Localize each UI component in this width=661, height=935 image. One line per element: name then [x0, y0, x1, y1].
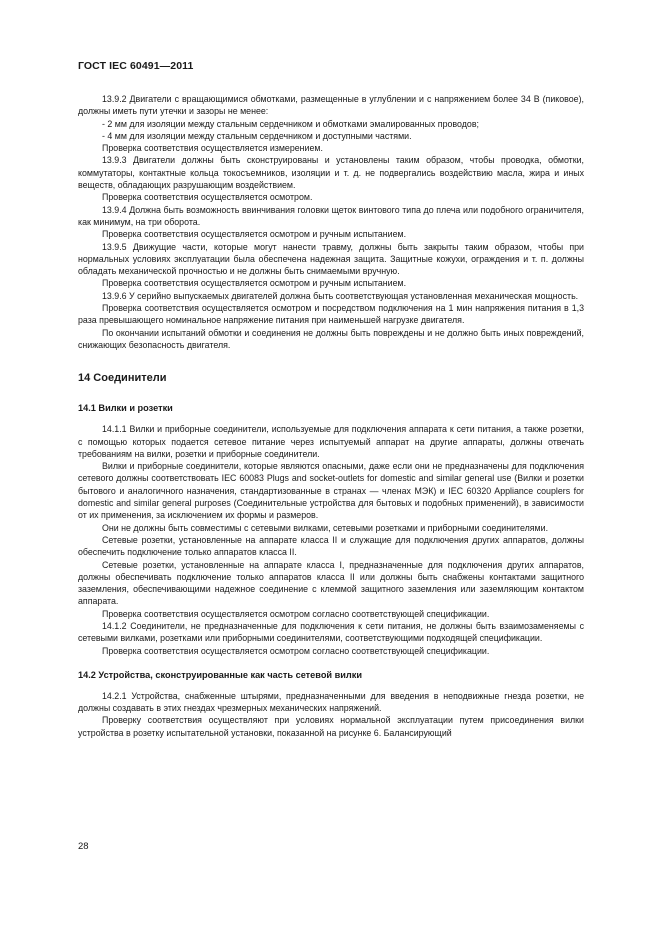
paragraph: Они не должны быть совместимы с сетевыми вилками, сетевыми розетками и приборными соединителями.	[102, 522, 549, 533]
subsection-title: 14.2 Устройства, сконструированные как часть сетевой вилки	[78, 669, 363, 680]
page-number: 28	[78, 841, 89, 852]
check-note: Проверка соответствия осуществляется осмотром и посредством подключения на 1 мин напряжения питания в 1,3 раза превышающего номинальное напряжение питания при наименьшей нагрузке двигателя.	[78, 303, 584, 326]
check-note: Проверка соответствия осуществляется осмотром согласно соответствующей спецификации.	[102, 608, 490, 619]
document-header: ГОСТ IEC 60491—2011	[78, 60, 194, 72]
check-note: Проверка соответствия осуществляется осмотром и ручным испытанием.	[102, 229, 407, 240]
paragraph-13-9-3: 13.9.3 Двигатели должны быть сконструированы и установлены таким образом, чтобы проводка, обмотки, коммутаторы, контактные кольца токосъемников, изоляции и т. д. не подвергались воздействию масла, жира и иных веществ, обладающих разрушающим воздействием.	[78, 155, 584, 191]
paragraph-14-1-1: 14.1.1 Вилки и приборные соединители, используемые для подключения аппарата к сети питания, а также розетки, с помощью которых подается сетевое питание через испытуемый аппарат на другие аппараты, должны отвечать требованиям на вилки, розетки и приборные соединители.	[78, 424, 584, 459]
paragraph-14-2-1: 14.2.1 Устройства, снабженные штырями, предназначенными для введения в неподвижные гнезда розетки, не должны создавать в этих гнездах чрезмерных механических напряжений.	[78, 690, 584, 714]
paragraph-13-9-2: 13.9.2 Двигатели с вращающимися обмотками, размещенные в углублении и с напряжением более 34 В (пиковое), должны иметь пути утечки и зазоры не менее:	[78, 94, 584, 117]
check-note: Проверка соответствия осуществляется осмотром.	[102, 192, 313, 203]
paragraph: Проверку соответствия осуществляют при условиях нормальной эксплуатации путем присоединения вилки устройства в розетку испытательной установки, показанной на рисунке 6. Балансирующий	[78, 715, 584, 738]
paragraph-14-1-2: 14.1.2 Соединители, не предназначенные для подключения к сети питания, не должны быть взаимозаменяемы с сетевыми вилками, розетками или приборными соединителями, соответствующими подходящей спецификации.	[78, 620, 584, 644]
section-title: 14 Соединители	[78, 372, 167, 385]
paragraph-13-9-6: 13.9.6 У серийно выпускаемых двигателей должна быть соответствующая установленная механическая мощность.	[102, 290, 579, 301]
paragraph: Сетевые розетки, установленные на аппарате класса II и служащие для подключения других аппаратов, должны обеспечить подключение только аппаратов класса II.	[78, 534, 584, 558]
subsection-title: 14.1 Вилки и розетки	[78, 403, 173, 414]
paragraph: По окончании испытаний обмотки и соединения не должны быть повреждены и не должно быть иных повреждений, снижающих безопасность двигателя.	[78, 327, 584, 350]
paragraph: Сетевые розетки, установленные на аппарате класса I, предназначенные для подключения других аппаратов, должны обеспечивать подключение только аппаратов класса II или должны быть снабжены контактами защитного заземления, обеспечивающими надежное соединение с клеммой защитного заземления или заземляющим контактом аппарата.	[78, 559, 584, 607]
document-body	[78, 93, 584, 739]
paragraph: Вилки и приборные соединители, которые являются опасными, даже если они не предназначены для подключения сетевого должны соответствовать IEC 60083 Plugs and socket-outlets for domestic and similar general use (Вилки и розетки бытового и аналогичного назначения, стандартизованные в странах — членах МЭК) и IEC 60320 Appliance couplers for domestic and similar general purposes (Соединительные устройства для бытовых и подобных применений), в зависимости от их применения, за исключением их формы и размеров.	[78, 461, 584, 521]
paragraph-13-9-5: 13.9.5 Движущие части, которые могут нанести травму, должны быть закрыты таким образом, чтобы при нормальных условиях эксплуатации была обеспечена надежная защита. Защитные кожухи, ограждения и т. п. должны обладать механической прочностью и не должны быть снимаемыми вручную.	[78, 241, 584, 277]
list-item: - 2 мм для изоляции между стальным сердечником и обмотками эмалированных проводов;	[102, 118, 479, 129]
check-note: Проверка соответствия осуществляется измерением.	[102, 143, 323, 154]
paragraph-13-9-4: 13.9.4 Должна быть возможность ввинчивания головки щеток винтового типа до плеча или подобного ограничителя, как минимум, на три оборота.	[78, 204, 584, 227]
check-note: Проверка соответствия осуществляется осмотром и ручным испытанием.	[102, 278, 407, 289]
check-note: Проверка соответствия осуществляется осмотром согласно соответствующей спецификации.	[102, 645, 490, 656]
list-item: - 4 мм для изоляции между стальным сердечником и доступными частями.	[102, 130, 412, 141]
